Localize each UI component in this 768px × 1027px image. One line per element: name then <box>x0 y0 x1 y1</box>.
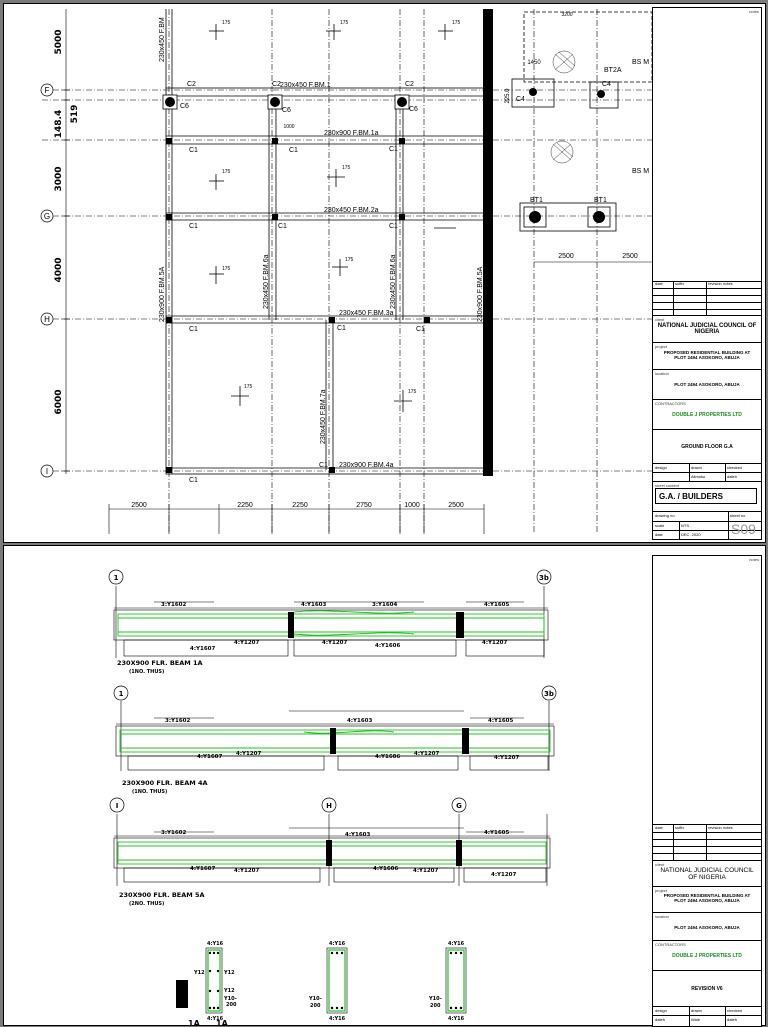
dim-right: 2500 <box>558 253 574 260</box>
section-2 <box>308 941 347 1022</box>
date-value: DEC. 2020 <box>681 532 701 537</box>
drawn-label: drawn <box>691 1008 702 1013</box>
section-link-label: Y10- <box>224 996 237 1002</box>
grid-bubble-label: 3b <box>539 574 549 582</box>
bar-label: 4:Y1207 <box>414 751 440 757</box>
slab-number: 175 <box>345 257 354 263</box>
beam-label-2a: 230x450 F.BM.2a <box>324 207 379 214</box>
beam-5a-detail <box>114 814 550 886</box>
beam-title: 230X900 FLR. BEAM 4A <box>122 779 208 787</box>
grid-bubble-label: 1 <box>113 574 119 582</box>
notes-label: notes <box>749 9 759 14</box>
col-label-bt1: BT1 <box>594 197 607 204</box>
beam-label-6a-left: 230x450 F.BM.6a <box>263 254 270 309</box>
col-label-c4: C4 <box>516 96 525 103</box>
date-label: date <box>655 532 663 537</box>
section-spacing-label: 200 <box>430 1003 441 1009</box>
rev-col-notes: revision notes <box>708 825 733 830</box>
section-cut-label: 1A <box>216 1019 228 1025</box>
beam-label-7a: 230x450 F.BM.7a <box>320 389 327 444</box>
dim-small: 3200 <box>561 12 573 18</box>
checked-label: checked <box>727 465 742 470</box>
bar-label: 4:Y1603 <box>301 602 327 608</box>
col-label-bt1: BT1 <box>530 197 543 204</box>
beam-label-1a: 230x900 F.BM.1a <box>324 130 379 137</box>
dim-6000: 6000 <box>54 389 64 415</box>
rev-col-date: date <box>655 825 663 830</box>
revision-table <box>653 824 761 861</box>
bar-label: 4:Y1207 <box>413 868 439 874</box>
bar-label: 4:Y1605 <box>484 602 510 608</box>
dim-right: 2500 <box>622 253 638 260</box>
col-label-c2: C2 <box>272 81 281 88</box>
col-label-bt2a: BT2A <box>604 67 622 74</box>
col-label-c6: C6 <box>282 107 291 114</box>
dim-bottom: 2250 <box>237 502 253 509</box>
dim-3000: 3000 <box>54 166 64 192</box>
beam-label-left-top: 230x450 F.BM <box>159 17 166 62</box>
beam-1a-detail <box>114 586 548 658</box>
grid-label-i: I <box>45 467 49 476</box>
beam-subtitle: (1NO. THUS) <box>132 789 168 795</box>
sheet-content: G.A. / BUILDERS <box>655 488 757 504</box>
section-bar-label: 4:Y16 <box>448 941 465 947</box>
col-label-c4: C4 <box>602 81 611 88</box>
client-name: NATIONAL JUDICIAL COUNCIL OF NIGERIA <box>660 867 754 881</box>
rev-col-suffix: suffix <box>675 825 685 830</box>
section-spacing-label: 200 <box>226 1002 237 1008</box>
bar-label: 3:Y1602 <box>165 718 191 724</box>
beam-subtitle: (1NO. THUS) <box>129 669 165 675</box>
grid-label-g: G <box>43 212 51 221</box>
section-bar-label: Y12 <box>224 988 235 994</box>
dim-small: 1000 <box>283 124 295 130</box>
section-bar-label: Y12 <box>194 970 205 976</box>
beam-label-5a-left: 230x900 F.BM.5A <box>159 266 166 322</box>
section-link-label: Y10- <box>429 996 442 1002</box>
grid-bubble-label: 3b <box>544 690 554 698</box>
section-bar-label: 4:Y16 <box>329 941 346 947</box>
section-bar-label: 4:Y16 <box>207 1016 224 1022</box>
bar-label: 4:Y1207 <box>482 640 508 646</box>
beam-4a-detail <box>116 701 554 771</box>
grid-label-f: F <box>44 86 50 95</box>
rev-col-suffix: suffix <box>675 281 685 286</box>
scale-value: NTS <box>681 523 689 528</box>
col-label-bsm: BS M <box>632 59 650 66</box>
col-label-c2: C2 <box>405 81 414 88</box>
col-label-c1: C1 <box>389 223 398 230</box>
slab-number: 175 <box>342 165 351 171</box>
slab-number: 175 <box>340 20 349 26</box>
col-label-c1: C1 <box>416 326 425 333</box>
sheet-content-label: sheet content <box>655 483 680 488</box>
slab-number: 175 <box>222 266 231 272</box>
location-label: location <box>655 371 669 376</box>
dim-5000: 5000 <box>54 29 64 55</box>
bar-label: 3:Y1602 <box>161 830 187 836</box>
dim-small: 1450 <box>527 60 541 66</box>
bar-label: 4:Y1606 <box>375 643 401 649</box>
col-label-c1: C1 <box>189 147 198 154</box>
col-label-c1: C1 <box>189 477 198 484</box>
section-spacing-label: 200 <box>310 1003 321 1009</box>
col-label-c1: C1 <box>337 325 346 332</box>
bar-label: 4:Y1605 <box>488 718 514 724</box>
revision-table <box>653 281 761 315</box>
design-label: design <box>655 1008 667 1013</box>
section-bar-label: 4:Y16 <box>448 1016 465 1022</box>
col-label-c2: C2 <box>187 81 196 88</box>
bar-label: 4:Y1207 <box>234 640 260 646</box>
checked-value: dateh <box>727 1017 738 1022</box>
client-name: NATIONAL JUDICIAL COUNCIL OF NIGERIA <box>657 323 757 335</box>
design-value: dateh <box>655 1017 666 1022</box>
col-label-c1: C1 <box>278 223 287 230</box>
dim-148-4: 148.4 <box>54 109 64 139</box>
revision-label: REVISION V6 <box>691 986 723 992</box>
grid-bubble-label: 1 <box>118 690 124 698</box>
bar-label: 4:Y1603 <box>345 832 371 838</box>
project-label: project <box>655 888 668 893</box>
col-label-c1: C1 <box>319 462 328 469</box>
col-label-c6: C6 <box>180 103 189 110</box>
drawn-value: Wale <box>691 1017 700 1022</box>
location-name: PLOT 2494 ASOKORO, ABUJA <box>674 925 740 930</box>
section-3 <box>428 941 466 1022</box>
col-label-c6: C6 <box>409 106 418 113</box>
client-label: client <box>655 862 665 867</box>
bar-label: 4:Y1207 <box>494 755 520 761</box>
project-name: PROPOSED RESIDENTIAL BUILDING AT PLOT 2494 ASOKORO, ABUJA <box>663 893 751 903</box>
location-name: PLOT 2494 ASOKORO, ABUJA <box>674 382 740 387</box>
title-block-sheet1 <box>652 7 762 540</box>
drawing-title: GROUND FLOOR G.A <box>681 444 733 450</box>
section-cut-label: 1A <box>188 1019 200 1025</box>
beam-details-drawing <box>4 546 765 1025</box>
slab-number: 175 <box>244 384 253 390</box>
grid-bubble-label: I <box>115 802 119 810</box>
grid-label-h: H <box>44 315 50 324</box>
col-label-c1: C1 <box>389 146 398 153</box>
grid-bubble-label: H <box>326 802 332 810</box>
col-label-c1: C1 <box>189 223 198 230</box>
bar-label: 4:Y1207 <box>234 868 260 874</box>
col-label-c1: C1 <box>289 147 298 154</box>
beam-label-4a: 230x900 F.BM.4a <box>339 462 394 469</box>
notes-label: notes <box>749 557 759 562</box>
col-label-c1: C1 <box>189 326 198 333</box>
ground-floor-plan <box>4 4 765 542</box>
rev-col-notes: revision notes <box>708 281 733 286</box>
design-label: design <box>655 465 667 470</box>
bar-label: 4:Y1207 <box>236 751 262 757</box>
drawn-label: drawn <box>691 465 702 470</box>
contractor-label: CONTRACTORS <box>655 942 686 947</box>
beam-title: 230X900 FLR. BEAM 5A <box>119 891 205 899</box>
location-label: location <box>655 914 669 919</box>
drawing-sheet-ground-floor-ga <box>3 3 766 543</box>
slab-number: 175 <box>222 169 231 175</box>
bar-label: 4:Y1605 <box>484 830 510 836</box>
dim-bottom: 2500 <box>131 502 147 509</box>
checked-label: checked <box>727 1008 742 1013</box>
bar-label: 4:Y1207 <box>491 872 517 878</box>
beam-label-6a-right: 230x450 F.BM.6a <box>390 254 397 309</box>
title-block-sheet2 <box>652 555 762 1027</box>
dim-bottom: 2250 <box>292 502 308 509</box>
drawing-no-label: drawing no <box>655 513 675 518</box>
grid-bubble-label: G <box>456 802 462 810</box>
contractor-label: CONTRACTORS <box>655 401 686 406</box>
rev-col-date: date <box>655 281 663 286</box>
beam-label-1: 230x450 F.BM.1 <box>280 82 331 89</box>
col-label-bsm: BS M <box>632 168 650 175</box>
project-label: project <box>655 344 668 349</box>
beam-label-5a-right: 230x900 F.BM.5A <box>477 266 484 322</box>
scale-label: scale <box>655 523 665 528</box>
bar-label: 4:Y1207 <box>322 640 348 646</box>
section-link-label: Y10- <box>309 996 322 1002</box>
sheet-no-label: sheet no <box>730 513 746 518</box>
section-1 <box>176 941 237 1025</box>
slab-number: 175 <box>408 389 417 395</box>
section-bar-label: Y12 <box>224 970 235 976</box>
dim-4000: 4000 <box>54 257 64 283</box>
bar-label: 4:Y1607 <box>190 646 216 652</box>
bar-label: 4:Y1607 <box>197 754 223 760</box>
slab-number: 175 <box>222 20 231 26</box>
project-name: PROPOSED RESIDENTIAL BUILDING AT PLOT 2494 ASOKORO, ABUJA <box>663 350 751 360</box>
beam-title: 230X900 FLR. BEAM 1A <box>117 659 203 667</box>
drawing-sheet-beam-details <box>3 545 766 1026</box>
dim-bottom: 2500 <box>448 502 464 509</box>
section-bar-label: 4:Y16 <box>207 941 224 947</box>
thick-edge-beam <box>483 9 493 476</box>
sheet-number: S09 <box>731 521 756 537</box>
slab-number: 175 <box>452 20 461 26</box>
dim-bottom: 2750 <box>356 502 372 509</box>
bar-label: 4:Y1607 <box>190 866 216 872</box>
dim-bottom: 1000 <box>404 502 420 509</box>
beam-subtitle: (2NO. THUS) <box>129 901 165 907</box>
contractor-name: DOUBLE J PROPERTIES LTD <box>672 412 742 418</box>
client-label: client <box>655 317 665 322</box>
drawn-value: Alimoku <box>691 474 706 479</box>
bar-label: 3:Y1602 <box>161 602 187 608</box>
dim-519: 519 <box>70 104 80 124</box>
bar-label: 3:Y1604 <box>372 602 398 608</box>
bar-label: 4:Y1606 <box>375 754 401 760</box>
dim-small: 225.0 <box>505 88 511 104</box>
contractor-name: DOUBLE J PROPERTIES LTD <box>672 953 742 959</box>
beam-label-3a: 230x450 F.BM.3a <box>339 310 394 317</box>
bar-label: 4:Y1603 <box>347 718 373 724</box>
bar-label: 4:Y1606 <box>373 866 399 872</box>
section-bar-label: 4:Y16 <box>329 1016 346 1022</box>
checked-value: dateh <box>727 474 738 479</box>
